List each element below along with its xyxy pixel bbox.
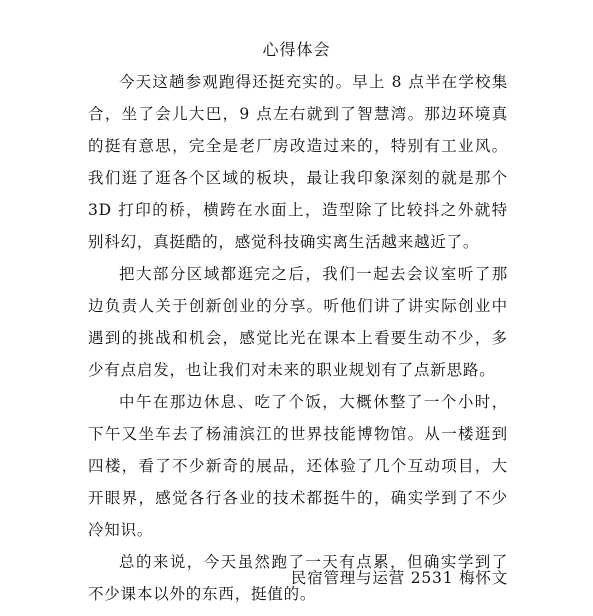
paragraph-4: 总的来说，今天虽然跑了一天有点累，但确实学到了不少课本以外的东西，挺值的。 [88, 553, 508, 603]
paragraph-1: 今天这趟参观跑得还挺充实的。早上 8 点半在学校集合，坐了会儿大巴，9 点左右就到了智慧湾。那边环境真的挺有意思，完全是老厂房改造过来的，特别有工业风。我们逛了逛各个区域的板块，最让我印象深刻的就是那个 3D 打印的桥，横跨在水面上，造型除了比较抖之外就特别科幻，真挺酷的，感觉科技确实离生活越来越近了。 [88, 73, 508, 251]
paragraph-2: 把大部分区域都逛完之后，我们一起去会议室听了那边负责人关于创新创业的分享。听他们讲了讲实际创业中遇到的挑战和机会，感觉比光在课本上看要生动不少，多少有点启发，也让我们对未来的职业规划有了点新思路。 [88, 265, 508, 379]
author-signature: 民宿管理与运营 2531 梅怀文 [290, 569, 508, 587]
paragraph-3: 中午在那边休息、吃了个饭，大概休整了一个小时，下午又坐车去了杨浦滨江的世界技能博物馆。从一楼逛到四楼，看了不少新奇的展品，还体验了几个互动项目，大开眼界，感觉各行各业的技术都挺牛的，确实学到了不少冷知识。 [88, 393, 508, 539]
document-title: 心得体会 [262, 40, 331, 59]
document-body [88, 66, 508, 610]
